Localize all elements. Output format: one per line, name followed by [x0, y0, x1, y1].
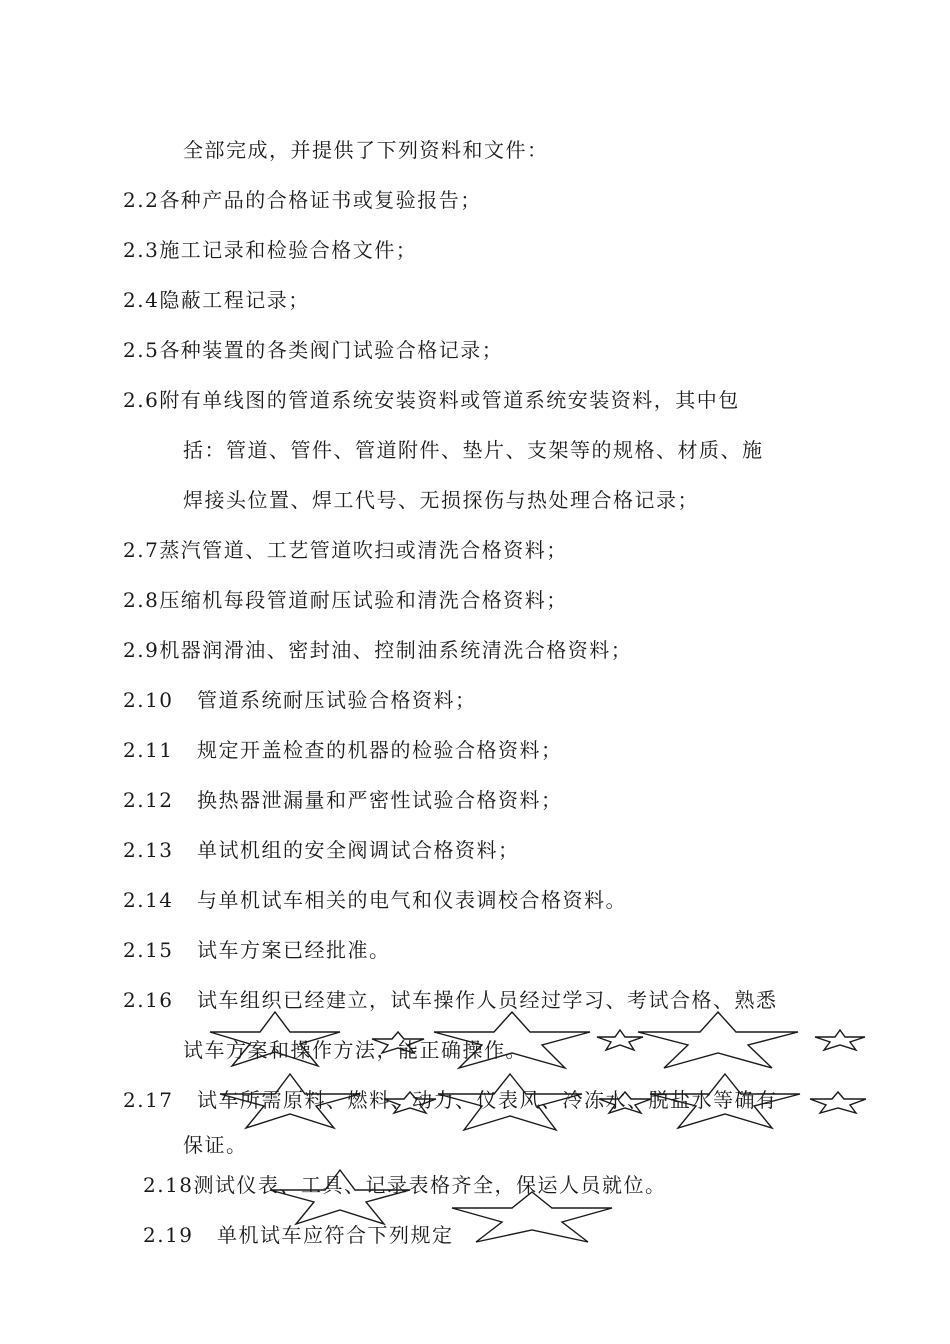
item-text: 单试机组的安全阀调试合格资料； — [197, 838, 520, 862]
star-shape — [638, 1012, 798, 1068]
list-item-2-2 — [123, 187, 482, 213]
list-item-2-17-continuation — [183, 1132, 248, 1158]
list-item-2-6-continuation — [183, 437, 764, 463]
item-text: 保证。 — [183, 1133, 248, 1157]
list-item-2-6-continuation — [183, 487, 699, 513]
item-text: 试车方案和操作方法，能正确操作。 — [183, 1038, 527, 1062]
item-number: 2.5 — [123, 338, 160, 362]
item-text: 单机试车应符合下列规定 — [217, 1223, 454, 1247]
list-item-2-18 — [143, 1172, 667, 1198]
item-text: 蒸汽管道、工艺管道吹扫或清洗合格资料； — [159, 538, 568, 562]
list-item-2-3 — [123, 237, 417, 263]
item-number: 2.10 — [123, 688, 174, 712]
star-shape — [815, 1030, 865, 1050]
item-text: 试车所需原料、燃料、动力、仪表风、冷冻水、脱盐水等确有 — [197, 1088, 778, 1112]
list-item-2-11 — [123, 737, 563, 763]
star-shape — [597, 1030, 643, 1050]
item-number: 2.12 — [123, 788, 174, 812]
list-item-2-12 — [123, 787, 563, 813]
list-item-2-15 — [123, 937, 391, 963]
item-text: 换热器泄漏量和严密性试验合格资料； — [197, 788, 563, 812]
item-text: 测试仪表、工具、记录表格齐全，保运人员就位。 — [193, 1173, 667, 1197]
item-text: 机器润滑油、密封油、控制油系统清洗合格资料； — [159, 638, 633, 662]
item-text: 管道系统耐压试验合格资料； — [197, 688, 477, 712]
item-text: 与单机试车相关的电气和仪表调校合格资料。 — [197, 888, 627, 912]
list-item-2-8 — [123, 587, 568, 613]
list-item-2-14 — [123, 887, 627, 913]
item-number: 2.14 — [123, 888, 174, 912]
list-item-2-6 — [123, 387, 740, 413]
item-number: 2.2 — [123, 188, 160, 212]
line-text: 全部完成，并提供了下列资料和文件： — [183, 138, 549, 162]
list-item-2-19 — [143, 1222, 454, 1248]
item-number: 2.8 — [123, 588, 160, 612]
item-text: 焊接头位置、焊工代号、无损探伤与热处理合格记录； — [183, 488, 699, 512]
item-text: 压缩机每段管道耐压试验和清洗合格资料； — [159, 588, 568, 612]
list-item-2-16 — [123, 987, 778, 1013]
item-number: 2.17 — [123, 1088, 174, 1112]
item-text: 隐蔽工程记录； — [159, 288, 310, 312]
item-text: 施工记录和检验合格文件； — [159, 238, 418, 262]
item-number: 2.7 — [123, 538, 160, 562]
item-number: 2.4 — [123, 288, 160, 312]
text-line-continuation — [183, 137, 549, 163]
list-item-2-5 — [123, 337, 503, 363]
item-text: 括：管道、管件、管道附件、垫片、支架等的规格、材质、施 — [183, 438, 764, 462]
star-shape — [810, 1092, 866, 1113]
item-text: 各种产品的合格证书或复验报告； — [159, 188, 482, 212]
item-number: 2.11 — [123, 738, 174, 762]
list-item-2-7 — [123, 537, 568, 563]
item-number: 2.18 — [143, 1173, 194, 1197]
item-number: 2.9 — [123, 638, 160, 662]
item-number: 2.13 — [123, 838, 174, 862]
list-item-2-17 — [123, 1087, 778, 1113]
list-item-2-10 — [123, 687, 477, 713]
item-number: 2.16 — [123, 988, 174, 1012]
list-item-2-16-continuation — [183, 1037, 527, 1063]
item-text: 各种装置的各类阀门试验合格记录； — [159, 338, 504, 362]
list-item-2-13 — [123, 837, 520, 863]
item-number: 2.3 — [123, 238, 160, 262]
item-text: 附有单线图的管道系统安装资料或管道系统安装资料，其中包 — [159, 388, 740, 412]
item-text: 试车方案已经批准。 — [197, 938, 391, 962]
star-shape — [452, 1192, 612, 1242]
item-number: 2.6 — [123, 388, 160, 412]
item-number: 2.19 — [143, 1223, 194, 1247]
item-number: 2.15 — [123, 938, 174, 962]
item-text: 试车组织已经建立，试车操作人员经过学习、考试合格、熟悉 — [197, 988, 778, 1012]
item-text: 规定开盖检查的机器的检验合格资料； — [197, 738, 563, 762]
list-item-2-9 — [123, 637, 632, 663]
list-item-2-4 — [123, 287, 310, 313]
